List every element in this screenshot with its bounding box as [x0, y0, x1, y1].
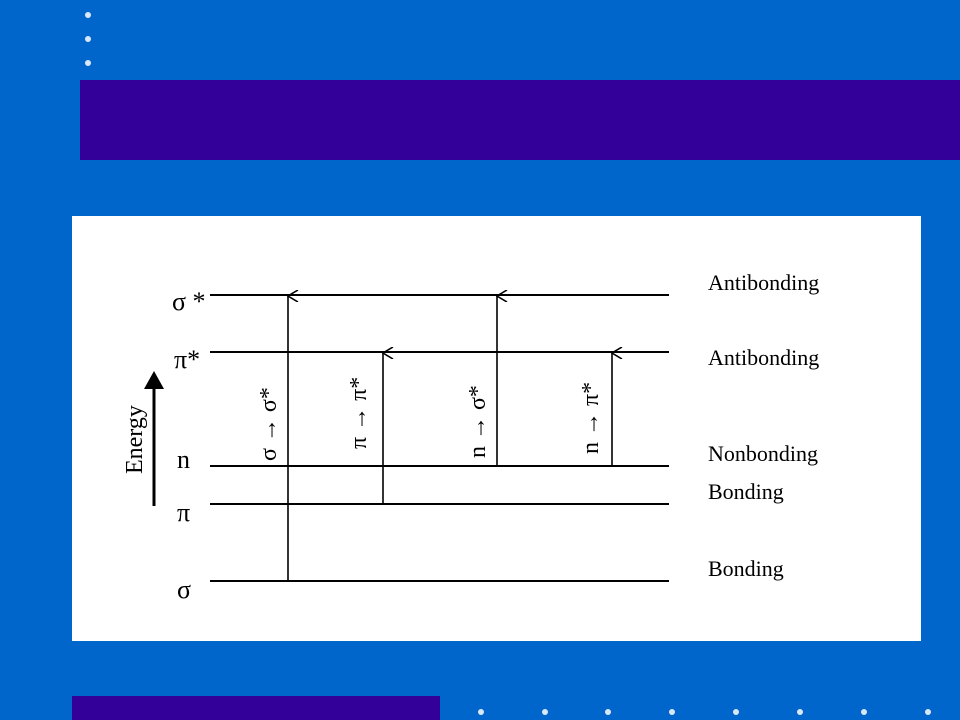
- level-symbol-pi-star: π*: [174, 345, 201, 374]
- level-label-n: Nonbonding: [708, 441, 818, 466]
- level-symbol-sigma-star: σ *: [172, 287, 206, 316]
- level-label-pi: Bonding: [708, 479, 784, 504]
- level-label-sigma-star: Antibonding: [708, 270, 820, 295]
- decor-dot: [478, 709, 484, 715]
- energy-level-diagram: [72, 216, 921, 641]
- decor-dot: [733, 709, 739, 715]
- title-bar: [80, 80, 960, 160]
- energy-axis-arrowhead: [144, 371, 164, 389]
- decor-dot: [861, 709, 867, 715]
- level-label-sigma: Bonding: [708, 556, 784, 581]
- decor-dot: [797, 709, 803, 715]
- energy-axis-label: Energy: [122, 405, 148, 474]
- diagram-panel: [72, 216, 921, 641]
- footer-bar: [72, 696, 440, 720]
- level-label-pi-star: Antibonding: [708, 345, 820, 370]
- level-symbol-pi: π: [177, 498, 191, 527]
- decor-dot: [85, 60, 91, 66]
- decor-dot: [669, 709, 675, 715]
- decor-dot: [605, 709, 611, 715]
- transition-label-pi-pi-star: π → π*: [346, 376, 372, 449]
- level-symbol-n: n: [177, 445, 190, 474]
- decor-dot: [85, 12, 91, 18]
- level-symbol-sigma: σ: [177, 575, 192, 604]
- transition-label-n-sigma-star: n → σ*: [465, 385, 491, 458]
- decor-dot: [542, 709, 548, 715]
- decor-dot: [925, 709, 931, 715]
- decor-dot: [85, 36, 91, 42]
- transition-label-n-pi-star: n → π*: [578, 381, 604, 454]
- transition-label-sigma-sigma-star: σ → σ*: [256, 387, 282, 461]
